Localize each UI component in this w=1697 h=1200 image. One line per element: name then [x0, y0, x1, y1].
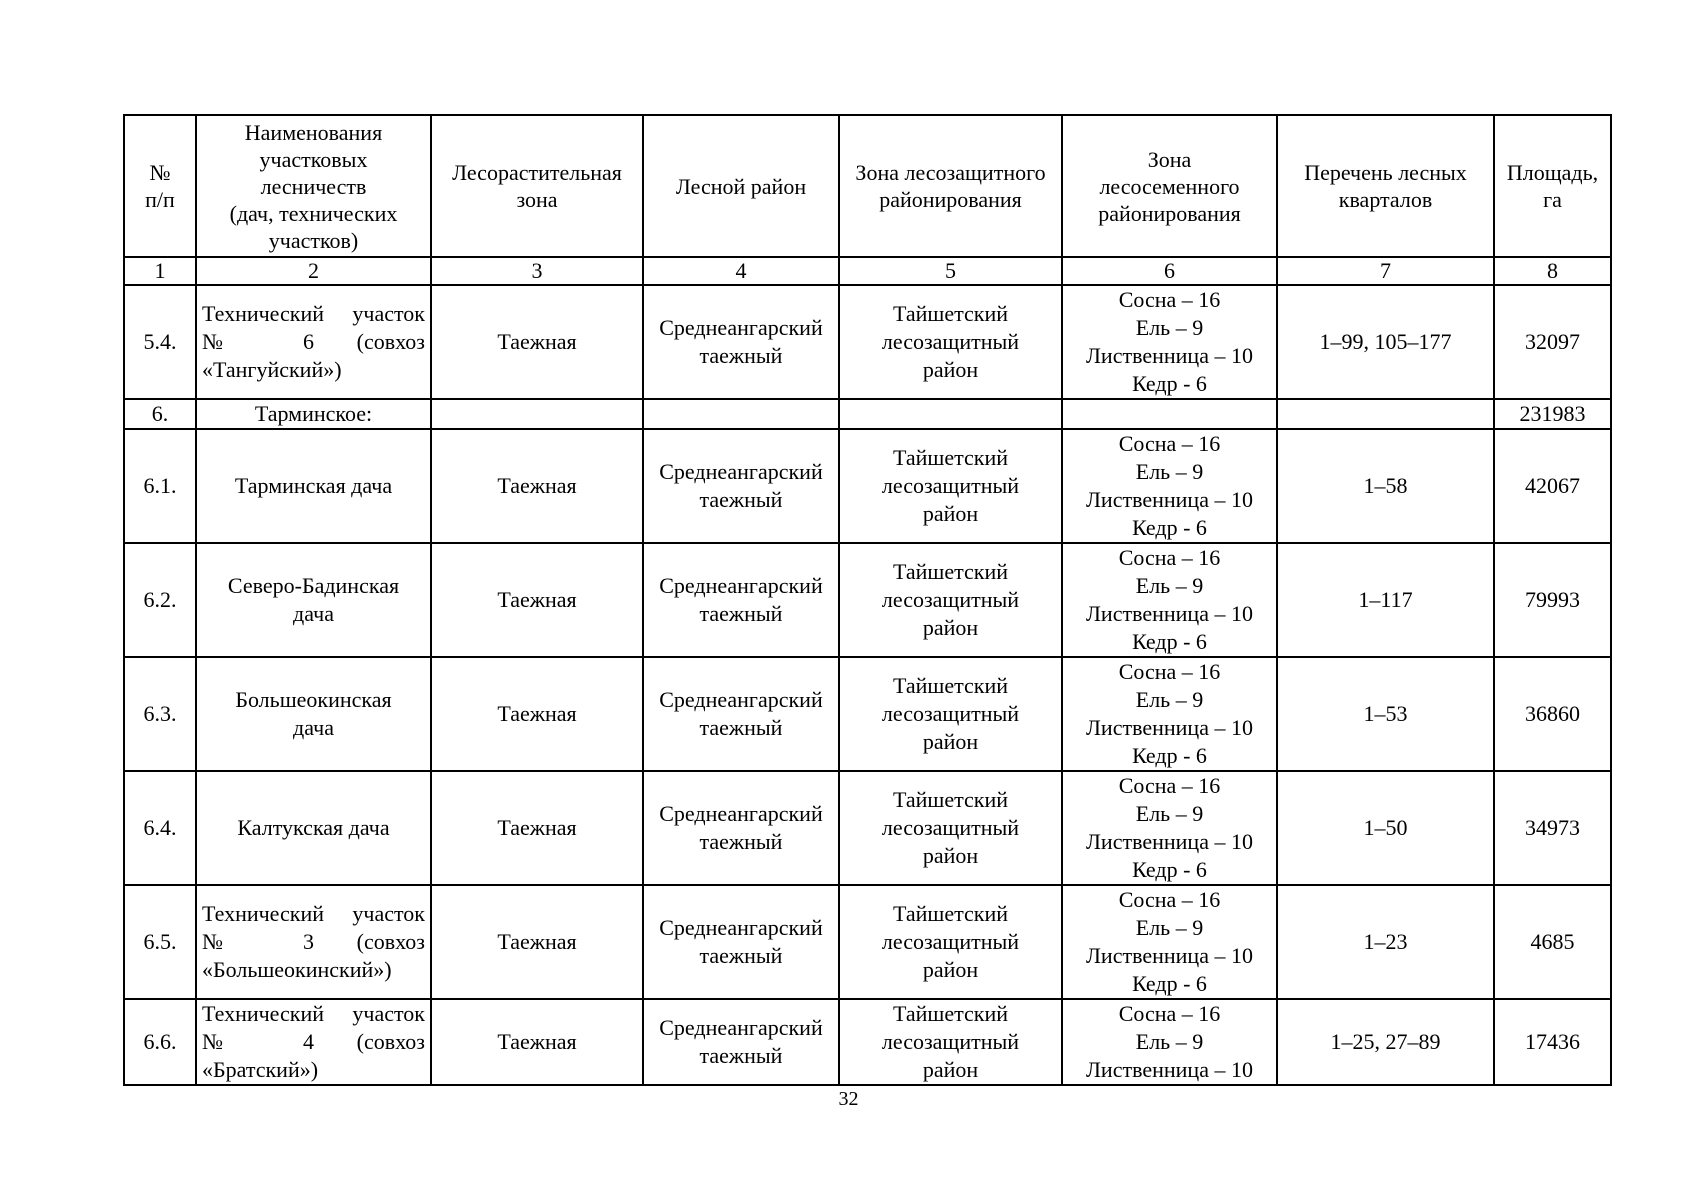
seed-zone-cell-line: Сосна – 16 — [1118, 1001, 1221, 1026]
protection-zone-cell-line: район — [922, 843, 979, 868]
protection-zone-cell — [839, 285, 1062, 399]
protection-zone-cell-line: Тайшетский — [892, 901, 1009, 926]
forestry-name-line: Технический участок — [202, 1001, 425, 1026]
area-cell: 231983 — [1494, 399, 1611, 429]
column-number-cell: 7 — [1277, 257, 1494, 285]
seed-zone-cell-line: Лиственница – 10 — [1086, 487, 1253, 512]
quarters-cell: 1–50 — [1277, 771, 1494, 885]
seed-zone-cell — [1062, 885, 1277, 999]
area-cell: 42067 — [1494, 429, 1611, 543]
header-number-line: № — [149, 160, 171, 185]
forest-district-cell — [643, 657, 839, 771]
forestry-name-line: Технический участок — [202, 901, 425, 926]
column-number-cell: 6 — [1062, 257, 1277, 285]
seed-zone-cell-line: Ель – 9 — [1135, 801, 1204, 826]
seed-zone-cell-line: Кедр - 6 — [1132, 515, 1207, 540]
column-number-row — [124, 257, 1611, 285]
forest-district-cell-line: таежный — [699, 487, 783, 512]
header-area-line: Площадь, — [1506, 160, 1599, 185]
protection-zone-cell-line: Тайшетский — [892, 301, 1009, 326]
seed-zone-cell-line: Сосна – 16 — [1118, 887, 1221, 912]
vegetation-zone-cell: Таежная — [431, 429, 643, 543]
row-number-cell: 6.6. — [124, 999, 196, 1085]
header-name-line: участковых — [259, 146, 368, 172]
table-row — [124, 885, 1611, 999]
protection-zone-cell-line: район — [922, 957, 979, 982]
area-cell: 36860 — [1494, 657, 1611, 771]
header-name-line: участков) — [268, 227, 359, 253]
seed-zone-cell-line: Кедр - 6 — [1132, 629, 1207, 654]
forest-district-cell-line: Среднеангарский — [659, 315, 823, 340]
forest-district-cell-line: таежный — [699, 943, 783, 968]
seed-zone-cell-line: Лиственница – 10 — [1086, 715, 1253, 740]
header-vegetation-zone-line: зона — [516, 187, 558, 212]
header-number — [124, 115, 196, 257]
forestry-name-line: № 4 (совхоз — [202, 1029, 425, 1054]
seed-zone-cell-line: Сосна – 16 — [1118, 431, 1221, 456]
quarters-cell: 1–58 — [1277, 429, 1494, 543]
forest-district-cell — [643, 543, 839, 657]
area-cell: 34973 — [1494, 771, 1611, 885]
vegetation-zone-cell: Таежная — [431, 657, 643, 771]
column-number-cell: 8 — [1494, 257, 1611, 285]
header-quarters-line: Перечень лесных — [1304, 160, 1467, 185]
table-row — [124, 285, 1611, 399]
table-header-row — [124, 115, 1611, 257]
header-quarters-line: кварталов — [1338, 187, 1433, 212]
column-number-cell: 3 — [431, 257, 643, 285]
seed-zone-cell-line: Кедр - 6 — [1132, 743, 1207, 768]
header-protection-zone-line: Зона лесозащитного — [855, 160, 1046, 185]
seed-zone-cell-line: Сосна – 16 — [1118, 773, 1221, 798]
protection-zone-cell-line: лесозащитный — [881, 329, 1020, 354]
forest-district-cell — [643, 429, 839, 543]
seed-zone-cell-line: Сосна – 16 — [1118, 287, 1221, 312]
forest-district-cell-line: Среднеангарский — [659, 801, 823, 826]
forestry-name-line: «Большеокинский») — [202, 957, 392, 982]
seed-zone-cell-line: Лиственница – 10 — [1086, 943, 1253, 968]
seed-zone-cell-line: Кедр - 6 — [1132, 371, 1207, 396]
protection-zone-cell-line: Тайшетский — [892, 1001, 1009, 1026]
seed-zone-cell-line: Ель – 9 — [1135, 915, 1204, 940]
header-protection-zone — [839, 115, 1062, 257]
protection-zone-cell — [839, 999, 1062, 1085]
forestry-name-line: Технический участок — [202, 301, 425, 326]
header-name-line: лесничеств — [260, 173, 367, 199]
seed-zone-cell-line: Лиственница – 10 — [1086, 1057, 1253, 1082]
header-forest-district-line: Лесной район — [675, 173, 807, 199]
empty-cell — [643, 399, 839, 429]
forest-district-cell — [643, 999, 839, 1085]
forest-district-cell-line: Среднеангарский — [659, 573, 823, 598]
forest-district-cell-line: таежный — [699, 343, 783, 368]
quarters-cell: 1–23 — [1277, 885, 1494, 999]
protection-zone-cell-line: Тайшетский — [892, 787, 1009, 812]
seed-zone-cell-line: Ель – 9 — [1135, 687, 1204, 712]
header-quarters — [1277, 115, 1494, 257]
header-seed-zone-line: районирования — [1098, 200, 1241, 226]
protection-zone-cell — [839, 429, 1062, 543]
seed-zone-cell-line: Ель – 9 — [1135, 315, 1204, 340]
empty-cell — [431, 399, 643, 429]
forestry-name-cell — [196, 285, 431, 399]
forestry-name-line: Тарминская дача — [234, 473, 393, 498]
quarters-cell: 1–117 — [1277, 543, 1494, 657]
protection-zone-cell-line: район — [922, 615, 979, 640]
row-number-cell: 5.4. — [124, 285, 196, 399]
header-seed-zone — [1062, 115, 1277, 257]
protection-zone-cell-line: Тайшетский — [892, 673, 1009, 698]
area-cell: 4685 — [1494, 885, 1611, 999]
seed-zone-cell — [1062, 771, 1277, 885]
forestry-name-line: № 3 (совхоз — [202, 929, 425, 954]
row-number-cell: 6.4. — [124, 771, 196, 885]
protection-zone-cell-line: лесозащитный — [881, 815, 1020, 840]
forestry-name-cell — [196, 429, 431, 543]
protection-zone-cell-line: Тайшетский — [892, 559, 1009, 584]
protection-zone-cell — [839, 543, 1062, 657]
protection-zone-cell — [839, 885, 1062, 999]
header-vegetation-zone — [431, 115, 643, 257]
seed-zone-cell — [1062, 543, 1277, 657]
empty-cell — [1062, 399, 1277, 429]
seed-zone-cell-line: Ель – 9 — [1135, 1029, 1204, 1054]
forest-district-cell-line: таежный — [699, 829, 783, 854]
forest-district-cell — [643, 885, 839, 999]
header-name-line: Наименования — [244, 119, 383, 145]
column-number-cell: 5 — [839, 257, 1062, 285]
forestry-name-cell: Тарминское: — [196, 399, 431, 429]
forest-districts-table — [123, 114, 1612, 1086]
header-forest-district — [643, 115, 839, 257]
table-row — [124, 771, 1611, 885]
table-row — [124, 657, 1611, 771]
row-number-cell: 6. — [124, 399, 196, 429]
forest-district-cell-line: таежный — [699, 1043, 783, 1068]
protection-zone-cell-line: лесозащитный — [881, 929, 1020, 954]
row-number-cell: 6.5. — [124, 885, 196, 999]
forest-district-cell-line: Среднеангарский — [659, 1015, 823, 1040]
column-number-cell: 2 — [196, 257, 431, 285]
area-cell: 79993 — [1494, 543, 1611, 657]
seed-zone-cell-line: Сосна – 16 — [1118, 545, 1221, 570]
forestry-name-cell — [196, 885, 431, 999]
forestry-name-line: Калтукская дача — [237, 815, 390, 840]
row-number-cell: 6.3. — [124, 657, 196, 771]
header-number-line: п/п — [145, 187, 175, 212]
column-number-cell: 1 — [124, 257, 196, 285]
protection-zone-cell-line: лесозащитный — [881, 1029, 1020, 1054]
header-seed-zone-line: Зона — [1147, 146, 1192, 172]
seed-zone-cell-line: Лиственница – 10 — [1086, 829, 1253, 854]
seed-zone-cell — [1062, 285, 1277, 399]
quarters-cell: 1–25, 27–89 — [1277, 999, 1494, 1085]
forest-district-cell-line: таежный — [699, 715, 783, 740]
header-protection-zone-line: районирования — [879, 187, 1022, 212]
header-area-line: га — [1543, 187, 1562, 212]
forestry-name-line: Северо-Бадинская — [227, 573, 400, 598]
column-number-cell: 4 — [643, 257, 839, 285]
forest-district-cell-line: таежный — [699, 601, 783, 626]
quarters-cell: 1–53 — [1277, 657, 1494, 771]
header-name — [196, 115, 431, 257]
seed-zone-cell — [1062, 657, 1277, 771]
header-area — [1494, 115, 1611, 257]
empty-cell — [839, 399, 1062, 429]
empty-cell — [1277, 399, 1494, 429]
protection-zone-cell-line: район — [922, 729, 979, 754]
forestry-name-cell — [196, 771, 431, 885]
vegetation-zone-cell: Таежная — [431, 999, 643, 1085]
protection-zone-cell-line: район — [922, 1057, 979, 1082]
row-number-cell: 6.2. — [124, 543, 196, 657]
protection-zone-cell — [839, 657, 1062, 771]
area-cell: 32097 — [1494, 285, 1611, 399]
vegetation-zone-cell: Таежная — [431, 285, 643, 399]
seed-zone-cell-line: Лиственница – 10 — [1086, 601, 1253, 626]
quarters-cell: 1–99, 105–177 — [1277, 285, 1494, 399]
header-name-line: (дач, технических — [229, 200, 398, 226]
forestry-name-line: дача — [293, 601, 334, 626]
table-body — [124, 285, 1611, 1085]
seed-zone-cell — [1062, 429, 1277, 543]
header-seed-zone-line: лесосеменного — [1099, 173, 1240, 199]
protection-zone-cell-line: лесозащитный — [881, 473, 1020, 498]
protection-zone-cell-line: лесозащитный — [881, 587, 1020, 612]
forest-district-cell — [643, 285, 839, 399]
seed-zone-cell-line: Кедр - 6 — [1132, 971, 1207, 996]
forest-district-cell-line: Среднеангарский — [659, 915, 823, 940]
forest-district-cell-line: Среднеангарский — [659, 459, 823, 484]
table-row — [124, 999, 1611, 1085]
vegetation-zone-cell: Таежная — [431, 543, 643, 657]
seed-zone-cell-line: Сосна – 16 — [1118, 659, 1221, 684]
forest-district-cell — [643, 771, 839, 885]
seed-zone-cell-line: Лиственница – 10 — [1086, 343, 1253, 368]
forestry-name-cell — [196, 543, 431, 657]
forestry-name-line: дача — [293, 715, 334, 740]
area-cell: 17436 — [1494, 999, 1611, 1085]
vegetation-zone-cell: Таежная — [431, 885, 643, 999]
protection-zone-cell-line: Тайшетский — [892, 445, 1009, 470]
table-row — [124, 429, 1611, 543]
group-row — [124, 399, 1611, 429]
forestry-name-cell — [196, 999, 431, 1085]
protection-zone-cell-line: лесозащитный — [881, 701, 1020, 726]
forestry-name-cell — [196, 657, 431, 771]
page-number: 32 — [838, 1088, 859, 1110]
table-row — [124, 543, 1611, 657]
forestry-name-line: Большеокинская — [235, 687, 392, 712]
protection-zone-cell-line: район — [922, 357, 979, 382]
protection-zone-cell — [839, 771, 1062, 885]
row-number-cell: 6.1. — [124, 429, 196, 543]
forestry-name-line: «Тангуйский») — [202, 357, 342, 382]
forestry-name-line: «Братский») — [202, 1057, 319, 1082]
forest-district-cell-line: Среднеангарский — [659, 687, 823, 712]
forestry-name-line: № 6 (совхоз — [202, 329, 425, 354]
seed-zone-cell-line: Кедр - 6 — [1132, 857, 1207, 882]
seed-zone-cell — [1062, 999, 1277, 1085]
seed-zone-cell-line: Ель – 9 — [1135, 573, 1204, 598]
header-vegetation-zone-line: Лесорастительная — [452, 160, 622, 185]
vegetation-zone-cell: Таежная — [431, 771, 643, 885]
seed-zone-cell-line: Ель – 9 — [1135, 459, 1204, 484]
protection-zone-cell-line: район — [922, 501, 979, 526]
